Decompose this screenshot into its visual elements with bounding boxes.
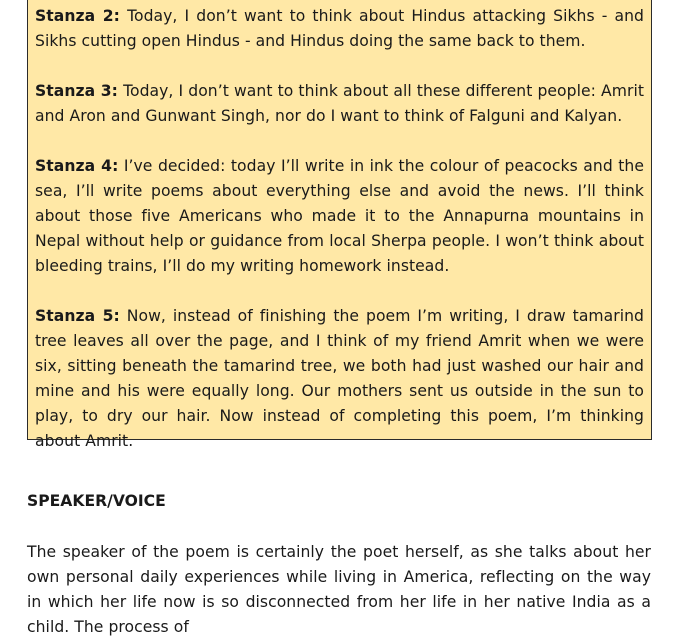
stanza-5-text: Now, instead of finishing the poem I’m writing, I draw tamarind tree leaves all over the page, and I think of my friend Amrit when we were six, sitting beneath the tamarind tree, we both had just washed our hair and mine and his were equally long. Our mothers sent us outside in the sun to play, to dry our hair. Now instead of completing this poem, I’m thinking about Amrit. bbox=[35, 307, 645, 450]
stanza-5-label: Stanza 5: bbox=[35, 307, 120, 325]
stanza-3-label: Stanza 3: bbox=[35, 82, 118, 100]
speaker-voice-paragraph: The speaker of the poem is certainly the poet herself, as she talks about her own personal daily experiences while living in America, reflecting on the way in which her life now is so disconnected from her life in her native India as a child. The process of bbox=[27, 543, 651, 636]
stanza-2-text: Today, I don’t want to think about Hindus attacking Sikhs - and Sikhs cutting open Hindus - and Hindus doing the same back to them. bbox=[35, 7, 645, 50]
stanza-4-label: Stanza 4: bbox=[35, 157, 119, 175]
speaker-voice-heading: SPEAKER/VOICE bbox=[27, 492, 166, 510]
stanza-4 bbox=[35, 154, 644, 279]
stanza-summary-box bbox=[27, 0, 652, 450]
stanza-2-label: Stanza 2: bbox=[35, 7, 120, 25]
stanza-5 bbox=[35, 304, 644, 454]
stanza-3-text: Today, I don’t want to think about all these different people: Amrit and Aron and Gunwant Singh, nor do I want to think of Falguni and Kalyan. bbox=[35, 82, 644, 125]
stanza-4-text: I’ve decided: today I’ll write in ink the colour of peacocks and the sea, I’ll write poems about everything else and avoid the news. I’ll think about those five Americans who made it to the Annapurna mountains in Nepal without help or guidance from local Sherpa people. I won’t think about bleeding trains, I’ll do my writing homework instead. bbox=[35, 157, 645, 275]
stanza-2 bbox=[35, 4, 644, 54]
stanza-3 bbox=[35, 79, 644, 129]
